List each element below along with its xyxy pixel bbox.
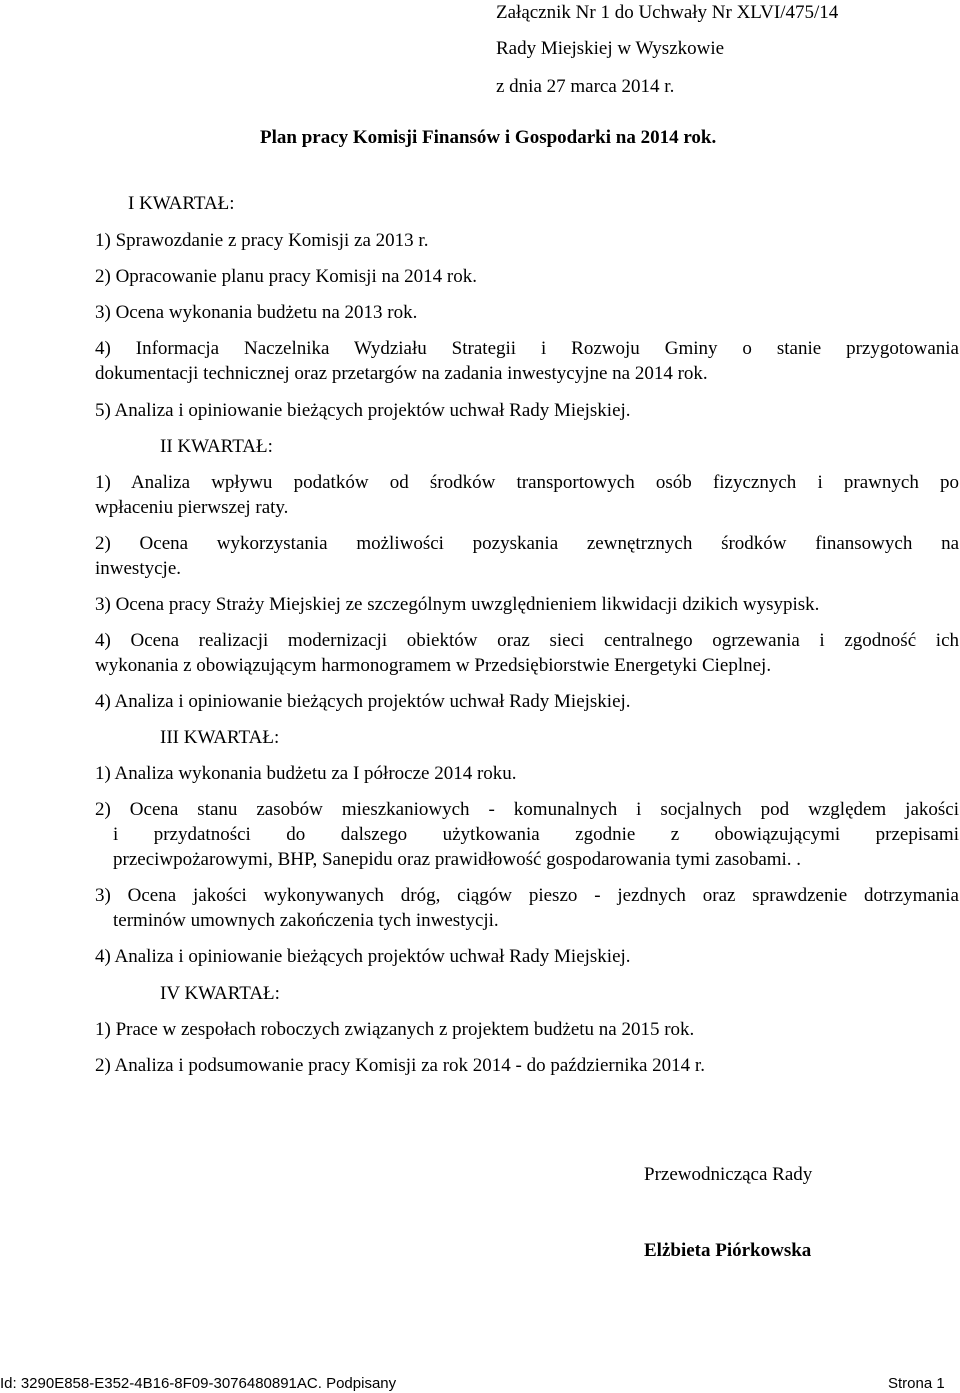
q2-heading: II KWARTAŁ: (160, 436, 273, 457)
q2-item-1-line2: wpłaceniu pierwszej raty. (95, 497, 289, 518)
q2-item-3: 3) Ocena pracy Straży Miejskiej ze szczególnym uwzględnieniem likwidacji dzikich wysypisk. (95, 594, 820, 615)
signature-role: Przewodnicząca Rady (644, 1164, 813, 1185)
footer-page-number: Strona 1 (888, 1375, 945, 1392)
q1-heading: I KWARTAŁ: (128, 193, 235, 214)
q4-item-2: 2) Analiza i podsumowanie pracy Komisji za rok 2014 - do października 2014 r. (95, 1055, 705, 1076)
q1-item-5: 5) Analiza i opiniowanie bieżących projektów uchwał Rady Miejskiej. (95, 400, 631, 421)
q3-item-4: 4) Analiza i opiniowanie bieżących projektów uchwał Rady Miejskiej. (95, 946, 631, 967)
q4-item-1: 1) Prace w zespołach roboczych związanych z projektem budżetu na 2015 rok. (95, 1019, 695, 1040)
q2-item-2-line2: inwestycje. (95, 558, 182, 579)
q2-item-2-line1: 2) Ocena wykorzystania możliwości pozyskania zewnętrznych środków finansowych na (95, 533, 959, 554)
q2-item-4-line1: 4) Ocena realizacji modernizacji obiektów oraz sieci centralnego ogrzewania i zgodność ich (95, 630, 959, 651)
q3-heading: III KWARTAŁ: (160, 727, 280, 748)
q3-item-3-line2: terminów umownych zakończenia tych inwestycji. (113, 910, 499, 931)
q1-item-4-line1: 4) Informacja Naczelnika Wydziału Strategii i Rozwoju Gminy o stanie przygotowania (95, 338, 959, 359)
q3-item-1: 1) Analiza wykonania budżetu za I półrocze 2014 roku. (95, 763, 517, 784)
q3-item-2-line2: i przydatności do dalszego użytkowania zgodnie z obowiązującymi przepisami (113, 824, 959, 845)
q2-item-1-line1: 1) Analiza wpływu podatków od środków transportowych osób fizycznych i prawnych po (95, 472, 959, 493)
q2-item-4-line2: wykonania z obowiązującym harmonogramem w Przedsiębiorstwie Energetyki Cieplnej. (95, 655, 772, 676)
q3-item-2-line3: przeciwpożarowymi, BHP, Sanepidu oraz prawidłowość gospodarowania tymi zasobami. . (113, 849, 802, 870)
header-council-line: Rady Miejskiej w Wyszkowie (496, 38, 725, 59)
signature-name: Elżbieta Piórkowska (644, 1240, 812, 1261)
q1-item-2: 2) Opracowanie planu pracy Komisji na 2014 rok. (95, 266, 478, 287)
q1-item-4-line2: dokumentacji technicznej oraz przetargów na zadania inwestycyjne na 2014 rok. (95, 363, 708, 384)
q1-item-1: 1) Sprawozdanie z pracy Komisji za 2013 r. (95, 230, 429, 251)
q4-heading: IV KWARTAŁ: (160, 983, 280, 1004)
document-title: Plan pracy Komisji Finansów i Gospodarki na 2014 rok. (260, 127, 717, 148)
header-attachment-line: Załącznik Nr 1 do Uchwały Nr XLVI/475/14 (496, 2, 839, 23)
header-date-line: z dnia 27 marca 2014 r. (496, 76, 675, 97)
q1-item-3: 3) Ocena wykonania budżetu na 2013 rok. (95, 302, 418, 323)
q2-item-5: 4) Analiza i opiniowanie bieżących projektów uchwał Rady Miejskiej. (95, 691, 631, 712)
q3-item-3-line1: 3) Ocena jakości wykonywanych dróg, ciągów pieszo - jezdnych oraz sprawdzenie dotrzymania (95, 885, 959, 906)
q3-item-2-line1: 2) Ocena stanu zasobów mieszkaniowych - komunalnych i socjalnych pod względem jakości (95, 799, 959, 820)
footer-document-id: Id: 3290E858-E352-4B16-8F09-3076480891AC. Podpisany (0, 1375, 397, 1392)
